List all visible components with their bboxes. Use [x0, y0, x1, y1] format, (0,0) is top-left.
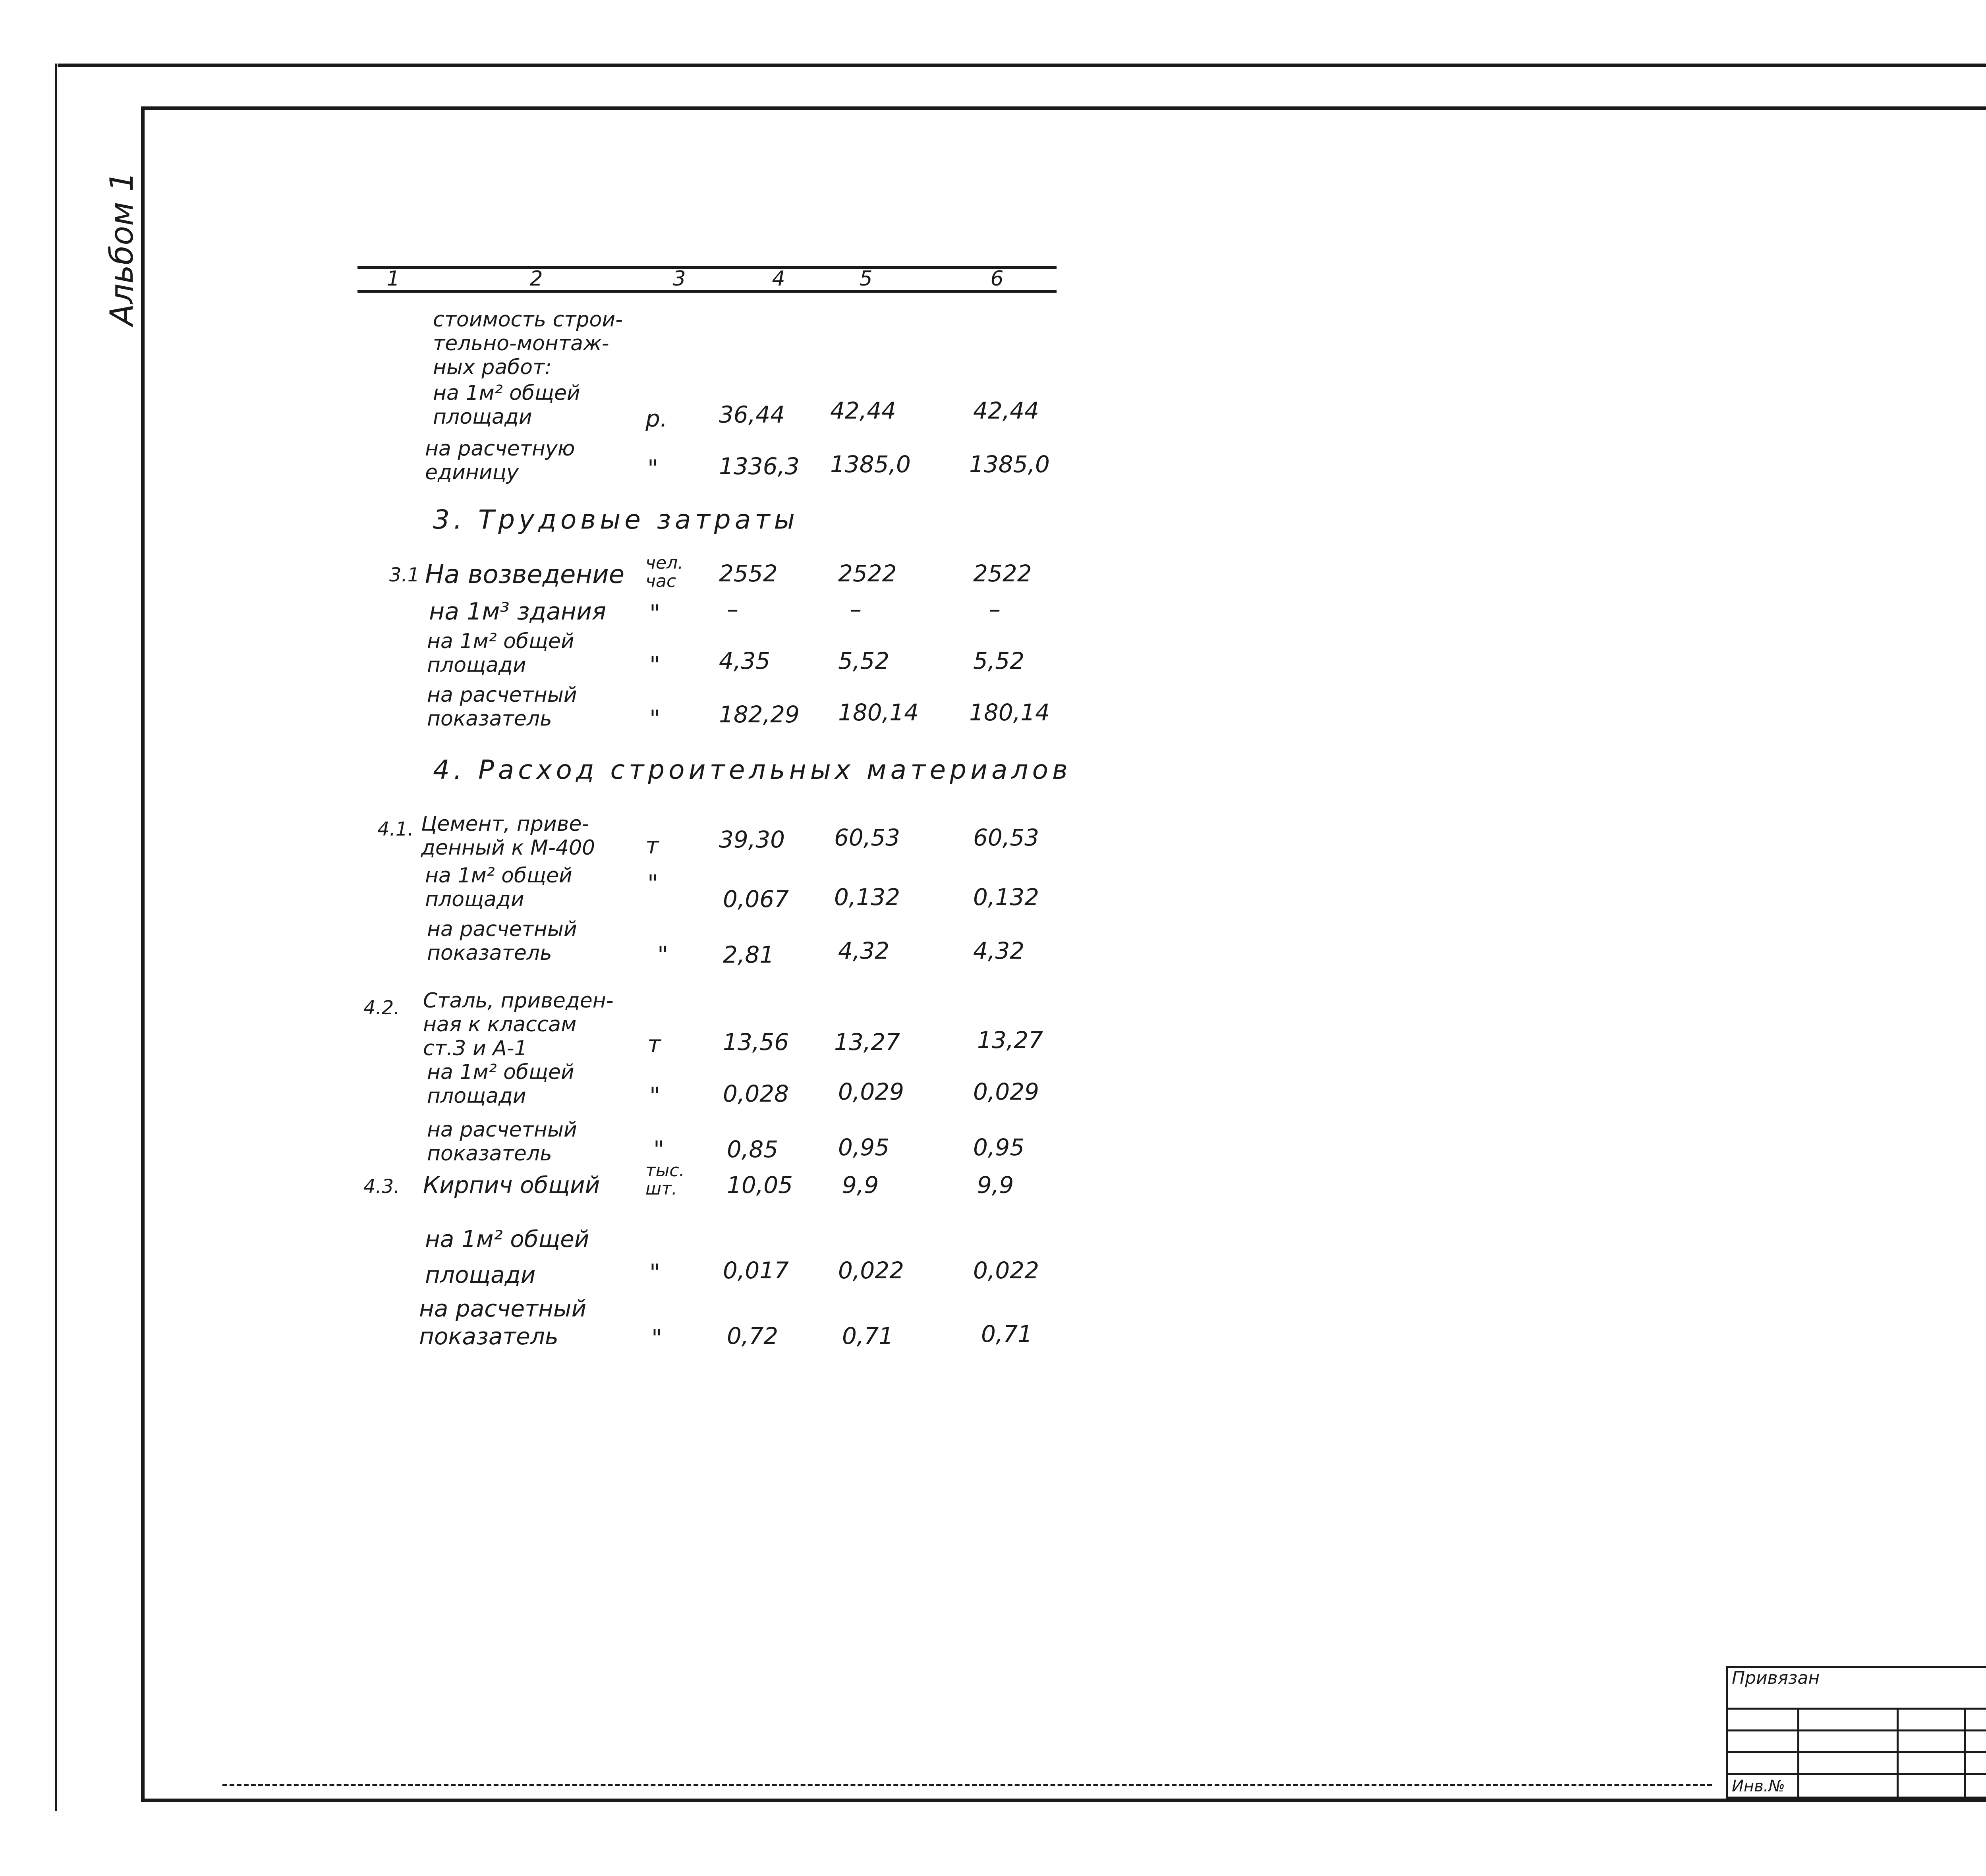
row-unit: т	[645, 832, 659, 859]
row-name: Сталь, приведен- ная к классам ст.3 и А-1	[423, 989, 614, 1060]
row-value-c5: 4,32	[838, 937, 890, 964]
row-value-c5: –	[850, 596, 862, 623]
row-unit: "	[647, 870, 658, 897]
row-value-c6: 9,9	[977, 1172, 1014, 1199]
row-name: Кирпич общий	[423, 1172, 600, 1199]
row-number: 4.1.	[377, 818, 414, 840]
row-name: на 1м² общей площади	[427, 1060, 574, 1108]
row-value-c4: 10,05	[727, 1172, 793, 1199]
row-value-c5: 1385,0	[830, 451, 911, 478]
row-value-c5: 9,9	[842, 1172, 879, 1199]
row-value-c6: 0,132	[973, 884, 1039, 911]
column-header-3: 3	[672, 267, 686, 291]
row-value-c4: 2,81	[723, 941, 775, 968]
row-number: 4.2.	[363, 997, 400, 1019]
row-value-c6: –	[989, 596, 1001, 623]
row-value-c6: 4,32	[973, 937, 1025, 964]
row-value-c5: 5,52	[838, 647, 890, 674]
row-unit: "	[653, 1136, 664, 1163]
row-value-c6: 0,022	[973, 1257, 1039, 1284]
row-value-c5: 0,132	[834, 884, 900, 911]
row-value-c5: 0,71	[842, 1322, 894, 1349]
row-value-c4: 0,017	[723, 1257, 789, 1284]
section-title: 4. Расход строительных материалов	[433, 755, 1072, 785]
tied-label: Привязан	[1732, 1668, 1820, 1688]
row-value-c6: 13,27	[977, 1027, 1043, 1054]
column-header-1: 1	[386, 267, 400, 291]
row-name: На возведение	[425, 560, 625, 589]
row-value-c4: 182,29	[719, 701, 800, 728]
row-value-c6: 0,029	[973, 1078, 1039, 1105]
row-value-c4: –	[727, 596, 738, 623]
stamp-col-line	[1897, 1708, 1899, 1799]
row-value-c5: 13,27	[834, 1029, 900, 1056]
outer-frame-top	[58, 64, 1986, 67]
row-value-c4: 0,72	[727, 1322, 779, 1349]
column-header-4: 4	[772, 267, 785, 291]
row-value-c5: 180,14	[838, 699, 919, 726]
row-unit: тыс. шт.	[645, 1160, 685, 1199]
stamp-row-line	[1726, 1729, 1986, 1731]
row-value-c5: 0,029	[838, 1078, 904, 1105]
row-value-c4: 0,85	[727, 1136, 779, 1163]
stamp-row-line	[1726, 1773, 1986, 1775]
row-unit: "	[657, 941, 668, 968]
row-value-c5: 0,95	[838, 1134, 890, 1161]
inventory-number-label: Инв.№	[1732, 1777, 1785, 1795]
row-value-c4: 39,30	[719, 826, 785, 853]
row-unit: "	[649, 1259, 660, 1286]
column-header-6: 6	[990, 267, 1004, 291]
row-value-c5: 0,022	[838, 1257, 904, 1284]
row-unit: "	[649, 600, 660, 627]
drawing-frame	[141, 106, 1986, 1802]
outer-frame-left	[55, 64, 57, 1811]
row-value-c5: 42,44	[830, 397, 896, 424]
row-value-c5: 60,53	[834, 824, 900, 851]
album-label: Альбом 1	[103, 172, 140, 326]
row-unit: "	[647, 455, 658, 482]
row-unit: р.	[645, 405, 668, 432]
row-value-c6: 5,52	[973, 647, 1025, 674]
row-unit: "	[649, 705, 660, 732]
row-unit: "	[649, 1082, 660, 1109]
row-name: на расчетный показатель	[427, 683, 577, 731]
row-name: Цемент, приве- денный к М-400	[421, 812, 595, 860]
row-name: на расчетный показатель	[419, 1295, 587, 1350]
row-value-c4: 4,35	[719, 647, 771, 674]
row-number: 4.3.	[363, 1175, 400, 1198]
row-name: на 1м² общей площади	[427, 629, 574, 677]
row-value-c6: 0,95	[973, 1134, 1025, 1161]
stamp-col-line	[1797, 1708, 1799, 1799]
row-value-c6: 180,14	[969, 699, 1050, 726]
bottom-dashed-line	[222, 1784, 1712, 1786]
row-unit: "	[649, 651, 660, 678]
row-value-c6: 2522	[973, 560, 1032, 587]
row-name: на 1м² общей площади	[425, 864, 572, 911]
row-value-c6: 1385,0	[969, 451, 1050, 478]
table-header-top-line	[357, 266, 1057, 269]
row-unit: т	[647, 1031, 661, 1058]
row-name	[433, 308, 623, 379]
row-name-text: стоимость строи- тельно-монтаж- ных работ:	[433, 308, 623, 379]
row-value-c5: 2522	[838, 560, 897, 587]
row-name: на 1м³ здания	[429, 598, 607, 625]
row-value-c4: 1336,3	[719, 453, 800, 480]
row-value-c4: 2552	[719, 560, 778, 587]
row-number: 3.1	[389, 564, 420, 586]
row-name: на 1м² общей площади	[433, 381, 580, 429]
row-value-c6: 0,71	[981, 1320, 1033, 1347]
row-value-c4: 13,56	[723, 1029, 789, 1056]
section-title: 3. Трудовые затраты	[433, 504, 799, 535]
stamp-col-line	[1964, 1708, 1966, 1799]
row-unit: "	[651, 1324, 662, 1351]
column-header-5: 5	[859, 267, 873, 291]
column-header-2: 2	[529, 267, 543, 291]
row-value-c6: 42,44	[973, 397, 1039, 424]
row-name: на расчетный показатель	[427, 917, 577, 965]
row-name: на расчетную единицу	[425, 437, 575, 484]
row-value-c4: 0,067	[723, 886, 789, 913]
row-unit: чел. час	[645, 553, 684, 591]
stamp-row-line	[1726, 1708, 1986, 1710]
row-name: на 1м² общей площади	[425, 1226, 589, 1288]
stamp-row-line	[1726, 1751, 1986, 1753]
row-value-c4: 36,44	[719, 401, 785, 428]
table-header-bottom-line	[357, 290, 1057, 293]
row-value-c6: 60,53	[973, 824, 1039, 851]
row-name: на расчетный показатель	[427, 1118, 577, 1166]
row-value-c4: 0,028	[723, 1080, 789, 1107]
